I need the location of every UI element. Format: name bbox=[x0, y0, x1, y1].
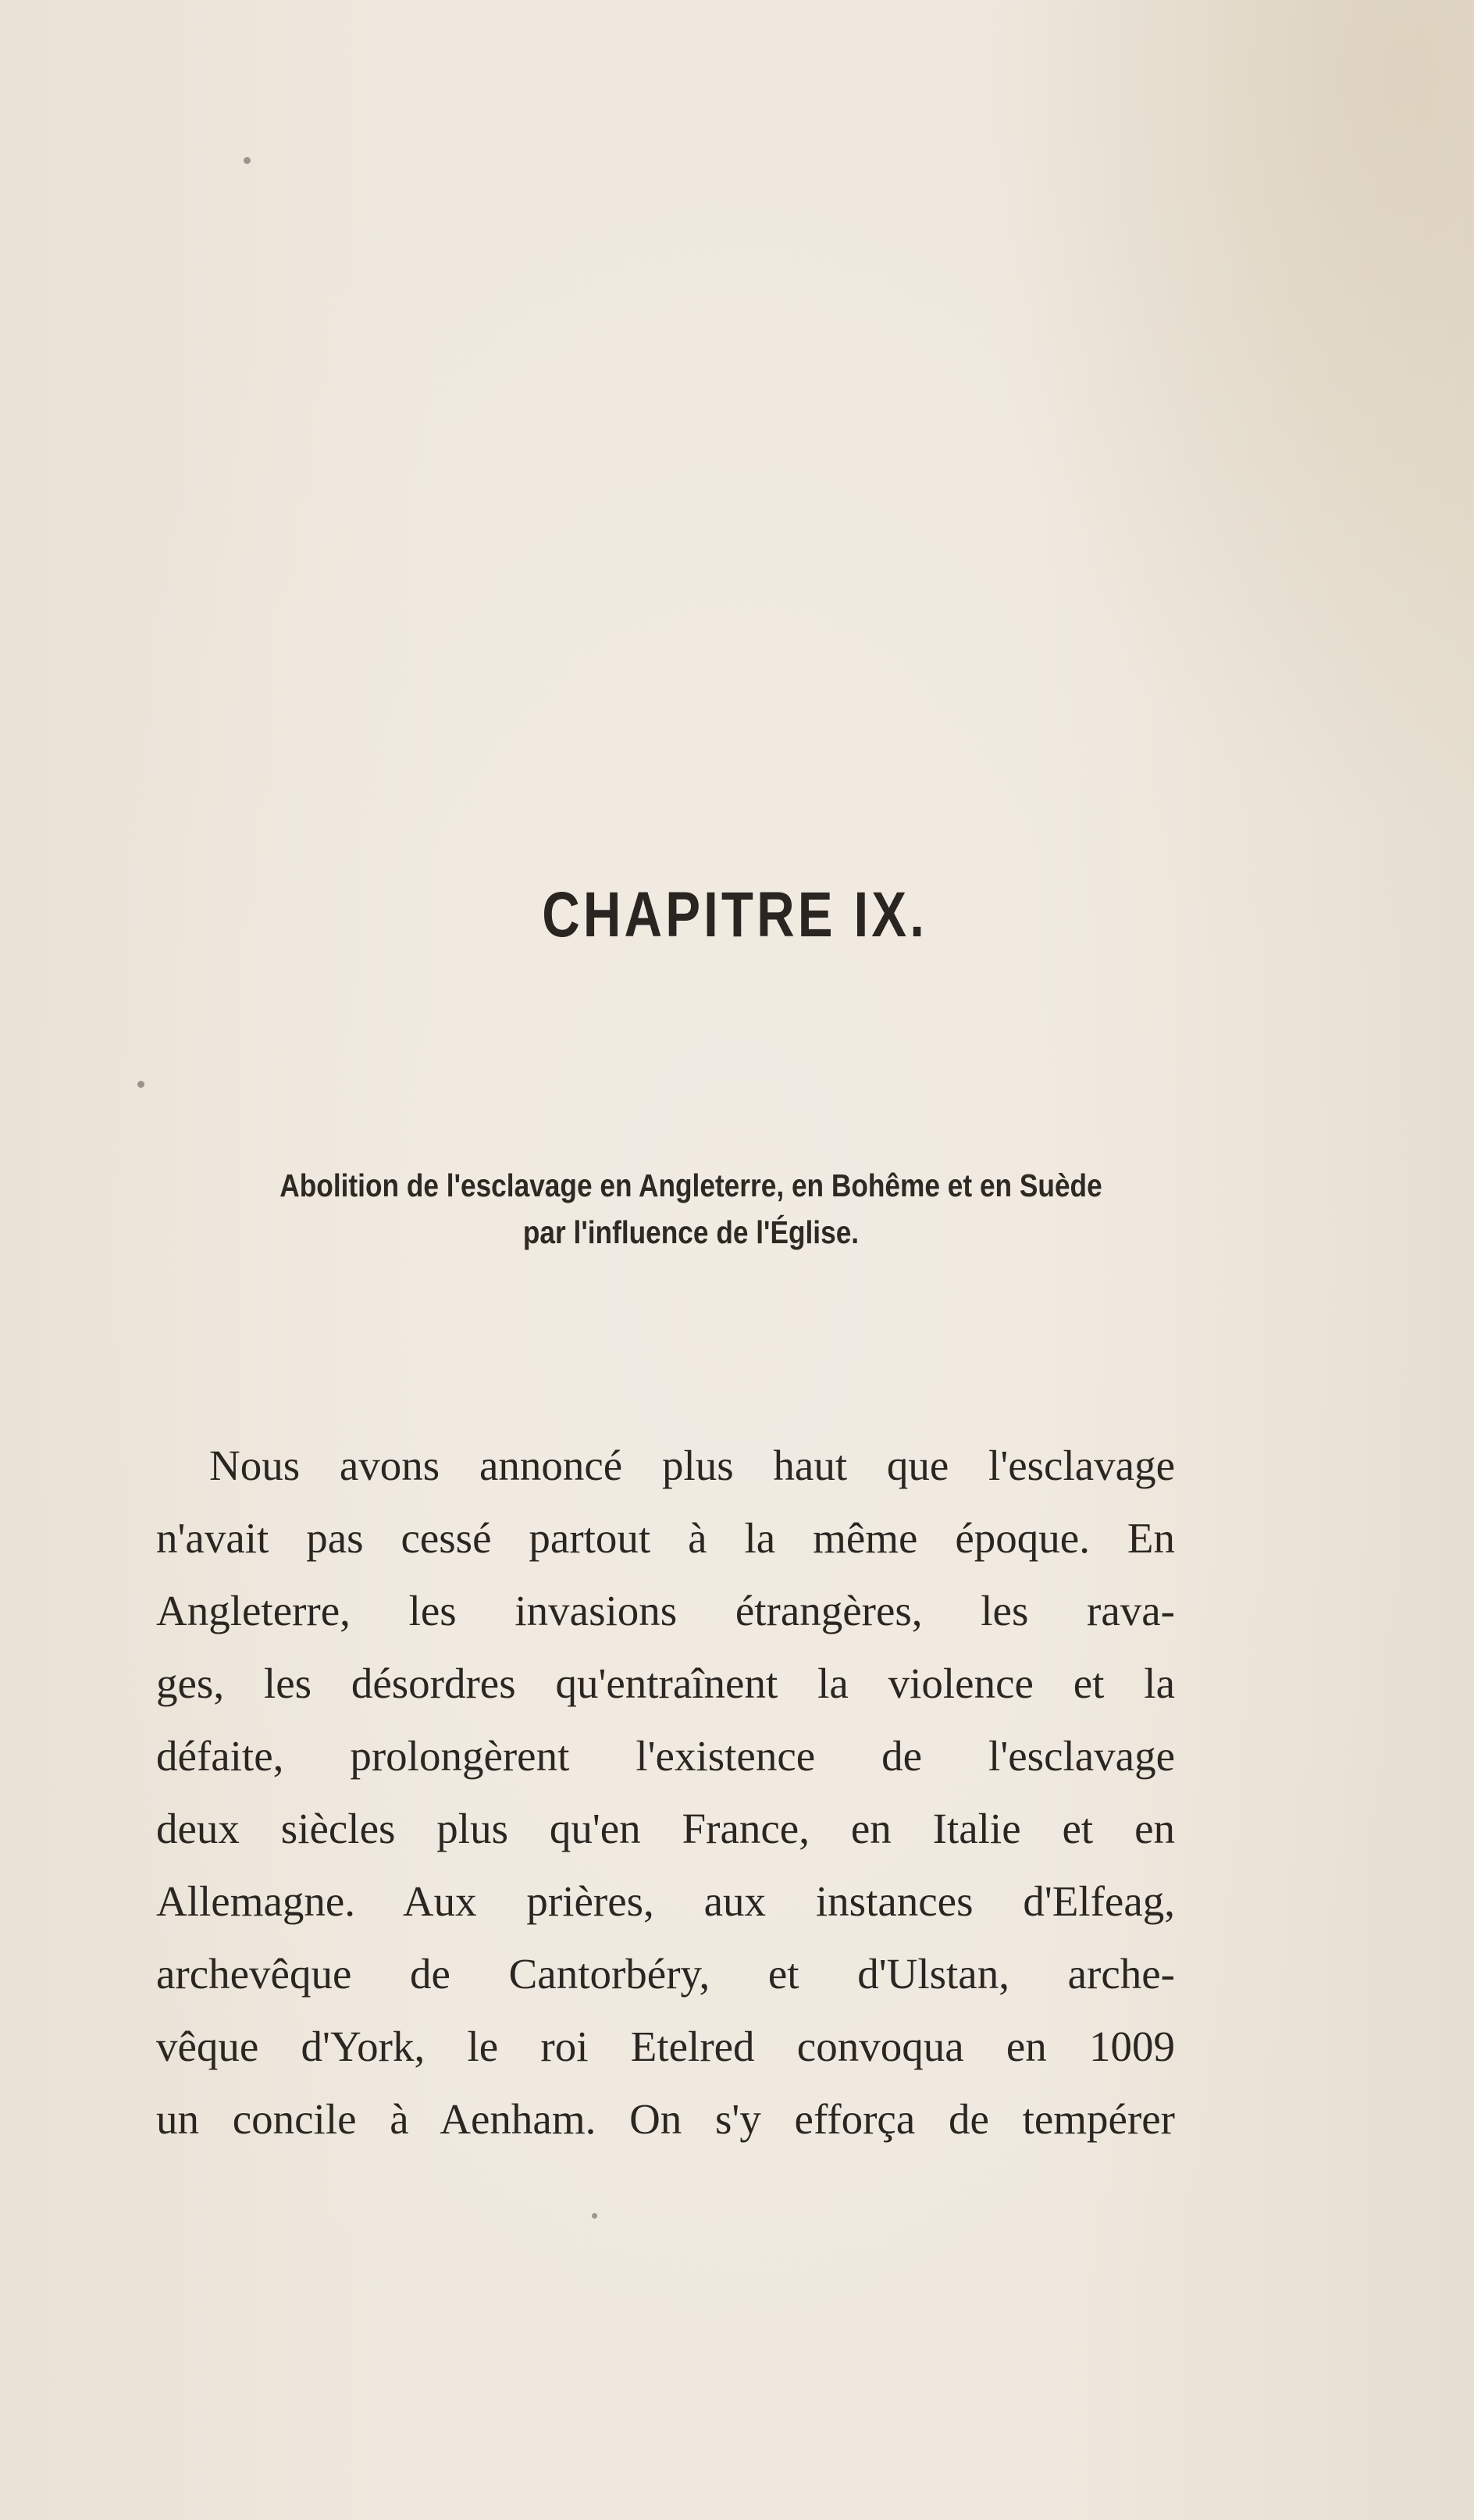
paper-speck bbox=[137, 1081, 144, 1088]
paper-speck bbox=[592, 2213, 597, 2219]
summary-line: par l'influence de l'Église. bbox=[522, 1214, 860, 1250]
body-line: défaite, prolongèrent l'existence de l'esclavage bbox=[156, 1732, 1175, 1780]
chapter-title: CHAPITRE IX. bbox=[542, 879, 928, 950]
body-line: Angleterre, les invasions étrangères, les rava- bbox=[156, 1587, 1175, 1634]
body-line: Allemagne. Aux prières, aux instances d'Elfeag, bbox=[156, 1877, 1175, 1925]
body-line: Nous avons annoncé plus haut que l'esclavage bbox=[209, 1442, 1175, 1489]
body-line: n'avait pas cessé partout à la même époque. En bbox=[156, 1514, 1175, 1562]
body-line: deux siècles plus qu'en France, en Italie et en bbox=[156, 1805, 1175, 1852]
summary-line: Abolition de l'esclavage en Angleterre, en Bohême et en Suède bbox=[279, 1167, 1102, 1203]
body-line: vêque d'York, le roi Etelred convoqua en 1009 bbox=[156, 2023, 1175, 2070]
body-line: ges, les désordres qu'entraînent la violence et la bbox=[156, 1659, 1175, 1707]
body-line: archevêque de Cantorbéry, et d'Ulstan, arche- bbox=[156, 1950, 1175, 1998]
paper-speck bbox=[244, 157, 251, 164]
body-paragraph bbox=[156, 1429, 1175, 2155]
body-line: un concile à Aenham. On s'y efforça de tempérer bbox=[156, 2095, 1175, 2143]
chapter-summary bbox=[187, 1162, 1195, 1256]
